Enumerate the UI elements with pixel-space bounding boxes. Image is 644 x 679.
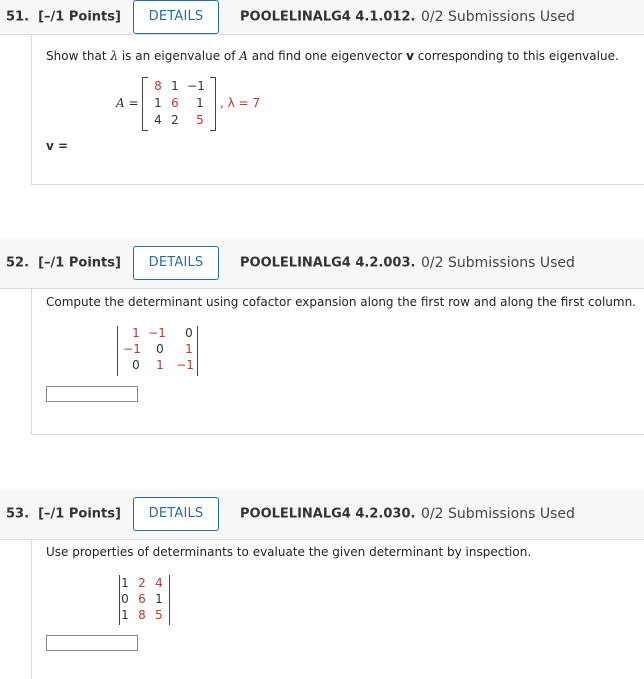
question-code: POOLELINALG4 4.1.012. [240, 9, 416, 25]
question-number: 52. [–/1 Points] [6, 255, 121, 271]
matrix-cell: 1 [132, 326, 140, 340]
lambda-value: , λ = 7 [220, 96, 261, 110]
matrix-bracket-right [210, 77, 216, 131]
details-button[interactable]: DETAILS [133, 497, 219, 531]
question-51-body [31, 35, 644, 185]
question-code: POOLELINALG4 4.2.003. [240, 255, 416, 271]
matrix-cell: 1 [156, 358, 164, 372]
matrix-cell: 6 [171, 96, 179, 110]
matrix-cell: 0 [132, 358, 140, 372]
matrix-a [142, 77, 217, 131]
question-prompt: Use properties of determinants to evaluate the given determinant by inspection. [46, 545, 532, 559]
matrix-cell: 0 [156, 342, 164, 356]
determinant-bar-right [169, 575, 170, 625]
answer-label: v = [46, 139, 69, 153]
matrix-cell: −1 [187, 79, 205, 93]
question-number: 53. [–/1 Points] [6, 506, 121, 522]
matrix-cell: 1 [121, 576, 129, 590]
determinant-matrix [119, 575, 171, 625]
matrix-cell: 4 [154, 113, 162, 127]
determinant-bar-left [117, 326, 118, 376]
matrix-cell: 2 [171, 113, 179, 127]
matrix-cell: 1 [155, 592, 163, 606]
matrix-cell: 6 [138, 592, 146, 606]
question-52-body [31, 289, 644, 435]
details-button[interactable]: DETAILS [133, 0, 219, 34]
submissions-used: 0/2 Submissions Used [421, 255, 575, 271]
question-53-body [31, 540, 644, 679]
question-prompt: Compute the determinant using cofactor expansion along the first row and along the first column. [46, 295, 636, 309]
matrix-cell: 1 [121, 608, 129, 622]
matrix-label: A = [116, 96, 139, 110]
matrix-cell: −1 [176, 358, 194, 372]
matrix-cell: 8 [154, 79, 162, 93]
answer-input[interactable] [46, 635, 138, 651]
matrix-cell: 1 [196, 96, 204, 110]
matrix-cell: 0 [185, 326, 193, 340]
matrix-cell: 8 [138, 608, 146, 622]
matrix-cell: 1 [154, 96, 162, 110]
matrix-cell: 5 [196, 113, 204, 127]
submissions-used: 0/2 Submissions Used [421, 9, 575, 25]
matrix-bracket-left [142, 77, 148, 131]
matrix-cell: 1 [171, 79, 179, 93]
details-button[interactable]: DETAILS [133, 246, 219, 280]
matrix-cell: 5 [155, 608, 163, 622]
question-53-header [0, 489, 644, 540]
matrix-cell: 4 [155, 576, 163, 590]
question-number: 51. [–/1 Points] [6, 9, 121, 25]
question-51-header [0, 0, 644, 35]
question-52-header [0, 238, 644, 289]
determinant-matrix [117, 326, 201, 376]
matrix-cell: −1 [148, 326, 166, 340]
answer-input[interactable] [46, 386, 138, 402]
matrix-cell: −1 [123, 342, 141, 356]
matrix-cell: 1 [185, 342, 193, 356]
submissions-used: 0/2 Submissions Used [421, 506, 575, 522]
question-code: POOLELINALG4 4.2.030. [240, 506, 416, 522]
question-prompt: Show that λ is an eigenvalue of A and find one eigenvector v corresponding to this eigenvalue. [46, 49, 619, 63]
matrix-cell: 0 [121, 592, 129, 606]
matrix-cell: 2 [138, 576, 146, 590]
